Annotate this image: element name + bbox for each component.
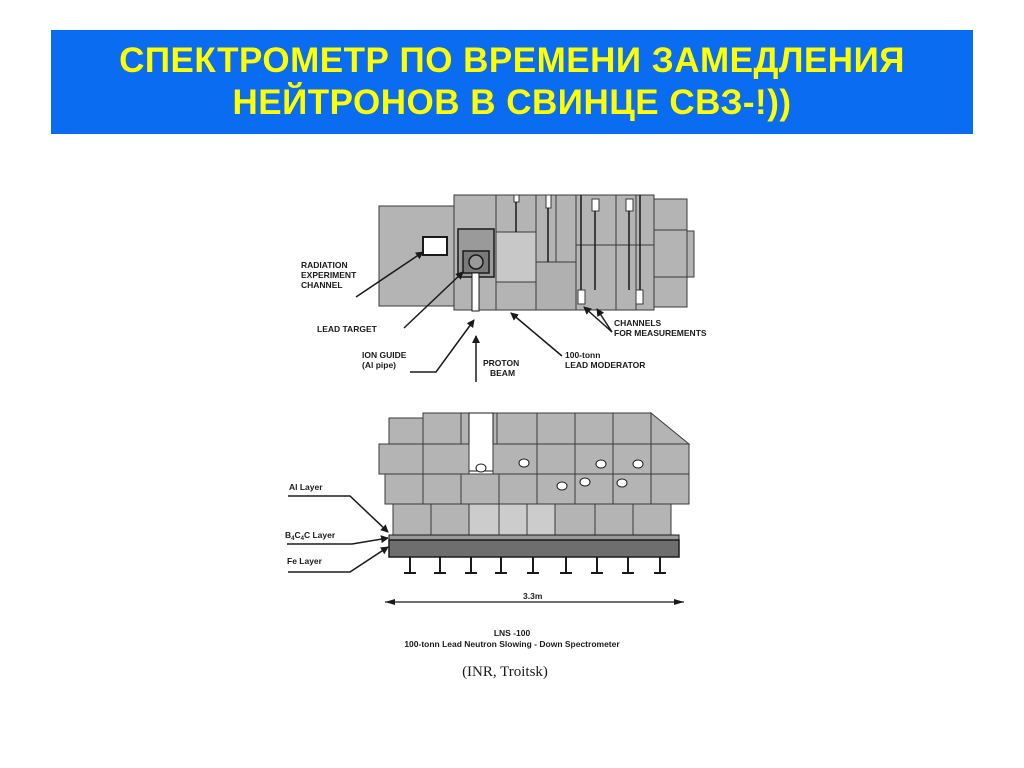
label-channels-2: FOR MEASUREMENTS — [614, 328, 707, 338]
fe-layer — [389, 540, 679, 557]
channel-slot-6 — [636, 290, 643, 304]
label-lead-target: LEAD TARGET — [317, 324, 377, 334]
channel-slot-2 — [546, 195, 551, 208]
channel-slot-1 — [514, 195, 519, 202]
lead-target-core — [469, 255, 483, 269]
label-proton-2: BEAM — [490, 368, 516, 378]
support-legs — [404, 557, 666, 573]
moderator-block-b — [536, 262, 576, 310]
label-dimension: 3.3m — [523, 591, 543, 601]
pointer-al-layer — [288, 496, 388, 532]
pointer-moderator — [511, 313, 562, 356]
title-line-2: НЕЙТРОНОВ В СВИНЦЕ СВЗ-!)) — [232, 83, 792, 122]
label-proton-1: PROTON — [483, 358, 520, 368]
label-radiation-2: EXPERIMENT — [301, 270, 357, 280]
label-fe-layer: Fe Layer — [287, 556, 322, 566]
ion-guide-pipe — [472, 273, 479, 311]
channel-slot-5 — [626, 199, 633, 211]
caption — [404, 628, 620, 680]
title-line-1: СПЕКТРОМЕТР ПО ВРЕМЕНИ ЗАМЕДЛЕНИЯ — [119, 41, 905, 80]
pointer-ion-guide — [410, 320, 474, 372]
top-view — [379, 195, 694, 311]
radiation-channel-window — [423, 237, 447, 255]
label-channels-1: CHANNELS — [614, 318, 662, 328]
label-ion-guide-2: (Al pipe) — [362, 360, 396, 370]
label-radiation-3: CHANNEL — [301, 280, 343, 290]
right-lead-block — [654, 199, 687, 307]
moderator-block-a — [496, 232, 536, 282]
caption-line-2: 100-tonn Lead Neutron Slowing - Down Spectrometer — [404, 639, 620, 649]
label-moderator-1: 100-tonn — [565, 350, 601, 360]
right-end-block — [687, 231, 694, 277]
caption-source: (INR, Troitsk) — [462, 664, 548, 680]
side-view — [379, 413, 689, 557]
label-b4c-layer: $B_4C_4C$ Layer — [285, 530, 336, 542]
label-moderator-2: LEAD MODERATOR — [565, 360, 646, 370]
label-ion-guide-1: ION GUIDE — [362, 350, 407, 360]
channel-slot-4 — [578, 290, 585, 304]
beam-slot — [469, 413, 493, 471]
caption-line-1: LNS -100 — [493, 628, 531, 638]
label-al-layer: Al Layer — [289, 482, 323, 492]
channel-slot-3 — [592, 199, 599, 211]
label-radiation-1: RADIATION — [301, 260, 348, 270]
